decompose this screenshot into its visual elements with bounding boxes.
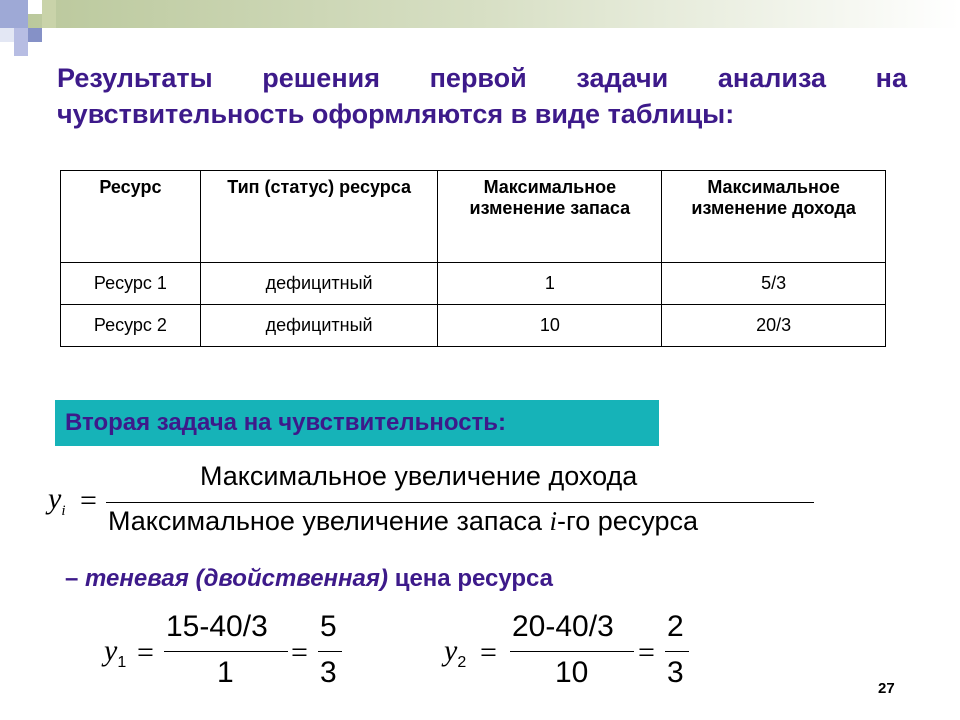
y1-denominator: 1 — [217, 656, 234, 689]
y1-result-denominator: 3 — [320, 656, 337, 689]
y1-lhs: $y_1$ — [104, 634, 127, 671]
cell-type: дефицитный — [200, 305, 438, 347]
formula-numerator: Максимальное увеличение дохода — [200, 461, 638, 491]
title-line-1: Результаты решения первой задачи анализа на — [57, 63, 907, 93]
formula-denominator: Максимальное увеличение запаса i-го ресурса — [108, 506, 699, 536]
slide-title — [57, 60, 907, 132]
y2-result-numerator: 2 — [667, 610, 684, 643]
y2-numerator: 20-40/3 — [512, 610, 614, 643]
formula-equals: = — [80, 484, 97, 517]
second-task-heading: Вторая задача на чувствительность: — [55, 400, 659, 446]
cell-resource: Ресурс 1 — [61, 263, 201, 305]
page-number: 27 — [878, 680, 895, 697]
y2-equals-2: = — [638, 636, 655, 669]
y1-result-numerator: 5 — [320, 610, 337, 643]
formula-lhs: $y_i$ — [48, 482, 66, 519]
cell-stock-change: 10 — [438, 305, 662, 347]
decor-square — [14, 28, 28, 56]
cell-income-change: 20/3 — [662, 305, 886, 347]
header-bar — [0, 0, 960, 28]
decor-square — [0, 0, 28, 28]
cell-type: дефицитный — [200, 263, 438, 305]
y1-subscript: 1 — [117, 654, 127, 671]
cell-stock-change: 1 — [438, 263, 662, 305]
table-row — [61, 305, 886, 347]
fraction-bar — [510, 651, 634, 652]
fraction-bar — [665, 651, 689, 652]
header-max-stock-change: Максимальное изменение запаса — [438, 171, 662, 263]
y2-lhs: $y_2$ — [444, 634, 467, 671]
decor-square — [42, 0, 56, 28]
y2-equals: = — [480, 636, 497, 669]
cell-resource: Ресурс 2 — [61, 305, 201, 347]
y1-numerator: 15-40/3 — [166, 610, 268, 643]
decor-square — [28, 0, 42, 14]
header-max-income-change: Максимальное изменение дохода — [662, 171, 886, 263]
y2-denominator: 10 — [555, 656, 589, 689]
decor-square — [28, 28, 42, 42]
shadow-price-note: – теневая (двойственная) цена ресурса — [65, 565, 554, 592]
fraction-bar — [164, 651, 288, 652]
header-resource: Ресурс — [61, 171, 201, 263]
table-row — [61, 263, 886, 305]
y2-result-denominator: 3 — [667, 656, 684, 689]
y1-equals: = — [137, 636, 154, 669]
formula-lhs-subscript: i — [61, 503, 66, 519]
y2-subscript: 2 — [457, 654, 467, 671]
table-header-row — [61, 171, 886, 263]
title-line-2: чувствительность оформляются в виде таблицы: — [57, 99, 735, 129]
decor-square — [0, 28, 14, 42]
header-type: Тип (статус) ресурса — [200, 171, 438, 263]
fraction-bar — [106, 502, 814, 503]
fraction-bar — [318, 651, 342, 652]
cell-income-change: 5/3 — [662, 263, 886, 305]
results-table — [60, 170, 886, 347]
y1-equals-2: = — [291, 636, 308, 669]
